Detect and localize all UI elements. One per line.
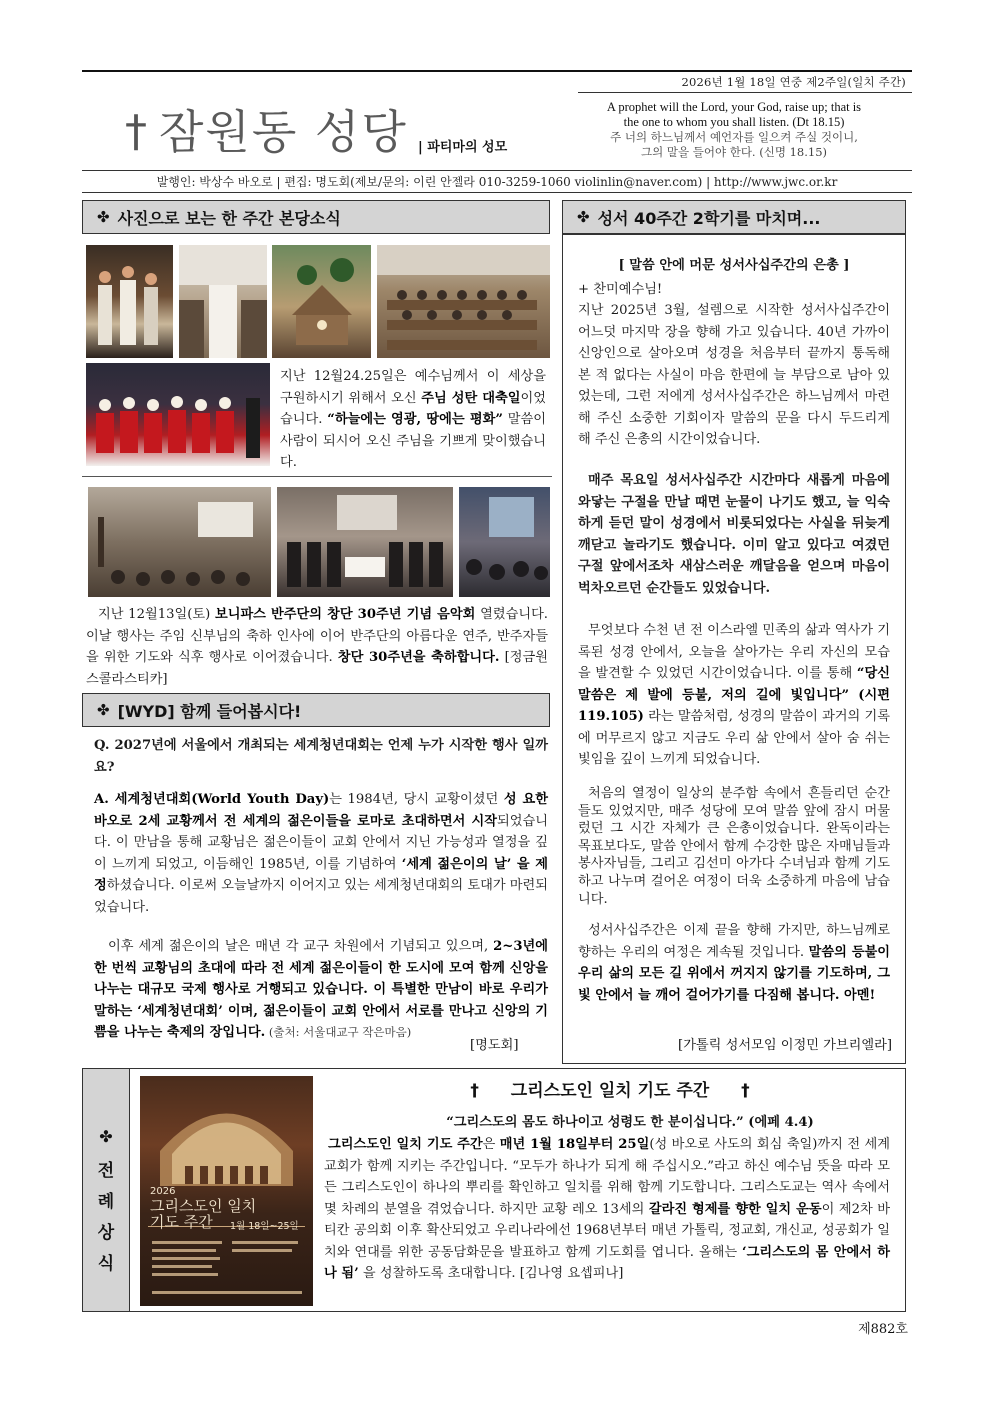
poster-title-2: 기도 주간 — [150, 1213, 213, 1231]
parish-subtitle: | 파티마의 성모 — [418, 140, 508, 155]
news-header-label: 사진으로 보는 한 주간 본당소식 — [117, 208, 341, 228]
bible-paragraph-2: 매주 목요일 성서사십주간 시간마다 새롭게 마음에 와닿는 구절을 만날 때면 눈물이 나기도 했고, 늘 익숙하게 듣던 말이 성경에서 비롯되었다는 사실을 뒤늦게 깨닫고 놀라기도 했습니다. 이미 알고 있다고 여겼던 구절 앞에서조차 새삼스러운 깨달음을 얻으며 마음이 벅차오르던 순간들도 있었습니다. — [578, 473, 890, 596]
cross-ornament-icon: ✤ — [577, 208, 590, 226]
wyd-header-label: [WYD] 함께 들어봅시다! — [117, 701, 302, 721]
news-header — [82, 200, 550, 234]
poster-title-1: 그리스도인 일치 — [150, 1197, 257, 1215]
liturgy-title-text: 그리스도인 일치 기도 주간 — [510, 1081, 710, 1101]
bible-subheader: [ 말씀 안에 머문 성서사십주간의 은총 ] — [618, 258, 850, 273]
photo-performance — [459, 487, 550, 597]
poster-dates: 1월 18일~25일 — [230, 1221, 299, 1232]
bible-greeting: + 찬미예수님! — [578, 282, 663, 297]
publisher-rule-top — [82, 170, 912, 171]
masthead-title — [125, 100, 408, 164]
liturgy-body: 그리스도인 일치 기도 주간은 매년 1월 18일부터 25일(성 바오로 사도의 회심 축일)까지 전 세계 교회가 함께 지키는 주간입니다. “모두가 하나가 되게 해 주십시오.”라고 하신 예수님 뜻을 따라 모든 그리스도인이 하나의 뿌리를 확인하고 일치를 위해 함께 기도합니다. 그리스도교는 역사 속에서 몇 차례의 분열을 겪었습니다. 하지만 교황 레오 13세의 갈라진 형제를 향한 일치 운동이 제2차 바티칸 공의회 이후 확산되었고 우리나라에선 1968년부터 매년 가톨릭, 정교회, 개신교, 성공회가 일치와 연대를 위한 공동담화문을 발표하고 함께 기도회를 엽니다. 올해는 ‘그리스도의 몸 안에서 하나 됨’ 을 성찰하도록 초대합니다. [김나영 요셉피나] — [324, 1137, 891, 1281]
wyd-credit: [명도회] — [470, 1034, 519, 1053]
publisher-rule-bottom — [82, 192, 912, 193]
photo-concert-hall — [88, 487, 271, 597]
liturgy-side-text: 전 례 상 식 — [97, 1161, 115, 1274]
bible-paragraph-5: 성서사십주간은 이제 끝을 향해 가지만, 하느님께로 향하는 우리의 여정은 계속될 것입니다. 말씀의 등불이 우리 삶의 모든 길 위에서 꺼지지 않기를 기도하며, 그 빛 안에서 늘 깨어 걸어가기를 다짐해 봅니다. 아멘! — [578, 923, 890, 1003]
publisher-line: 발행인: 박상수 바오로 | 편집: 명도회(제보/문의: 이린 안젤라 010-3259-1060 violinlin@naver.com) | http://www.jwc.or.kr — [156, 175, 838, 189]
anniversary-news-text: 지난 12월13일(토) 보니파스 반주단의 창단 30주년 기념 음악회 열렸습니다. 이날 행사는 주임 신부님의 축하 인사에 이어 반주단의 아름다운 연주, 반주자들을 위한 기도와 식후 행사로 이어졌습니다. 창단 30주년을 축하합니다. [정금원 스콜라스티카] — [86, 607, 548, 687]
wyd-header — [82, 693, 550, 727]
bible-header-label: 성서 40주간 2학기를 마치며... — [597, 208, 821, 228]
cross-ornament-icon: ✤ — [97, 208, 110, 226]
bible-paragraph-4: 처음의 열정이 일상의 분주함 속에서 흔들리던 순간들도 있었지만, 매주 성당에 모여 말씀 앞에 잠시 머물렀던 그 시간 자체가 큰 은총이었습니다. 완독이라는 목표보다도, 말씀 안에서 함께 수강한 많은 자매님들과 봉사자님들, 그리고 김선미 아가다 수녀님과 함께 기도하고 나누며 걸어온 여정이 더욱 소중하게 마음에 남습니다. — [578, 786, 890, 907]
christmas-news-text: 지난 12월24.25일은 예수님께서 이 세상을 구원하시기 위해서 오신 주님 성탄 대축일이었습니다. “하늘에는 영광, 땅에는 평화” 말씀이 사람이 되시어 오신 주님을 기쁘게 맞이했습니다. — [280, 369, 546, 470]
bible-paragraph-1: 지난 2025년 3월, 설렘으로 시작한 성서사십주간이 어느덧 마지막 장을 향해 가고 있습니다. 40년 가까이 신앙인으로 살아오며 성경을 처음부터 끝까지 통독해 본 적 없다는 사실이 마음 한편에 늘 부담으로 남아 있었는데, 그런 저에게 성서사십주간은 하느님께서 마련해 주신 소중한 기회이자 말씀의 문을 다시 두드리게 해 주신 은총의 시간이었습니다. — [578, 303, 890, 447]
photo-procession — [179, 245, 267, 358]
poster-year: 2026 — [150, 1186, 176, 1197]
photo-group-art — [277, 487, 453, 597]
wyd-question: Q. 2027년에 서울에서 개최되는 세계청년대회는 언제 누가 시작한 행사 일까요? — [94, 738, 548, 775]
photo-christmas-mass — [377, 245, 550, 358]
bible-credit: [가톨릭 성서모임 이정민 가브리엘라] — [678, 1038, 892, 1053]
liturgy-quote: “그리스도의 몸도 하나이고 성령도 한 분이십니다.” (에페 4.4) — [446, 1115, 814, 1130]
wyd-answer: A. 세계청년대회(World Youth Day)는 1984년, 당시 교황이셨던 성 요한 바오로 2세 교황께서 전 세계의 젊은이들을 로마로 초대하면서 시작되었습니다. 이 만남을 통해 교황님은 젊은이들이 교회 안에서 지닌 가능성과 열정을 깊이 느끼게 되었고, 이듬해인 1985년, 이를 기념하여 ‘세계 젊은이의 날’ 을 제정하셨습니다. 이로써 오늘날까지 이어지고 있는 세계청년대회의 토대가 마련되었습니다. — [94, 792, 549, 915]
unity-week-poster — [140, 1076, 313, 1306]
photo-procession-art — [179, 245, 267, 358]
date-rule — [578, 92, 912, 93]
top-rule — [82, 70, 912, 72]
cross-icon: † — [125, 106, 147, 157]
cross-icon: † — [741, 1081, 750, 1101]
photo-christmas-altar-art — [86, 245, 173, 358]
verse-en-line2: the one to whom you shall listen. (Dt 18.15) — [623, 115, 845, 129]
liturgy-title — [330, 1076, 890, 1101]
photo-children-choir — [86, 363, 270, 466]
cross-ornament-icon: ✤ — [97, 701, 110, 719]
photo-concert-art — [88, 487, 271, 597]
cross-ornament-icon: ✤ — [99, 1127, 113, 1146]
photo-nativity-art — [272, 245, 371, 358]
wyd-paragraph-2: 이후 세계 젊은이의 날은 매년 각 교구 차원에서 기념되고 있으며, 2~3년에 한 번씩 교황님의 초대에 따라 전 세계 젊은이들이 한 도시에 모여 함께 신앙을 나누는 대규모 국제 행사로 거행되고 있습니다. 이 특별한 만남이 바로 우리가 말하는 ‘세계청년대회’ 이며, 젊은이들이 교회 안에서 서로를 만나고 신앙의 기쁨을 나누는 축제의 장입니다. (출처: 서울대교구 작은마음) — [94, 939, 548, 1040]
verse-ko-line1: 주 너의 하느님께서 예언자를 일으켜 주실 것이니, — [610, 130, 858, 144]
parish-name: 잠원동 성당 — [159, 105, 408, 159]
bible-header — [562, 200, 906, 234]
liturgy-side-label — [82, 1068, 130, 1312]
photo-mass-art — [377, 245, 550, 358]
news-divider — [82, 476, 552, 477]
bible-paragraph-3: 무엇보다 수천 년 전 이스라엘 민족의 삶과 역사가 기록된 성경 안에서, 오늘을 살아가는 우리 자신의 모습을 발견할 수 있었던 시간이었습니다. 이를 통해 “당신 말씀은 제 발에 등불, 저의 길에 빛입니다” (시편 119.105) 라는 말씀처럼, 성경의 말씀이 과거의 기록에 머무르지 않고 지금도 우리 삶 안에서 살아 숨 쉬는 빛임을 깊이 느끼게 되었습니다. — [578, 623, 890, 767]
cross-icon: † — [470, 1081, 479, 1101]
issue-number: 제882호 — [858, 1322, 908, 1337]
photo-nativity-scene — [272, 245, 371, 358]
photo-group-celebration — [277, 487, 453, 597]
verse-ko-line2: 그의 말을 들어야 한다. (신명 18.15) — [640, 145, 828, 159]
photo-performance-art — [459, 487, 550, 597]
photo-choir-art — [86, 363, 270, 466]
masthead-verse — [566, 100, 902, 160]
issue-date: 2026년 1월 18일 연중 제2주일(일치 주간) — [681, 75, 906, 89]
verse-en-line1: A prophet will the Lord, your God, raise up; that is — [606, 100, 862, 114]
photo-christmas-altar — [86, 245, 173, 358]
